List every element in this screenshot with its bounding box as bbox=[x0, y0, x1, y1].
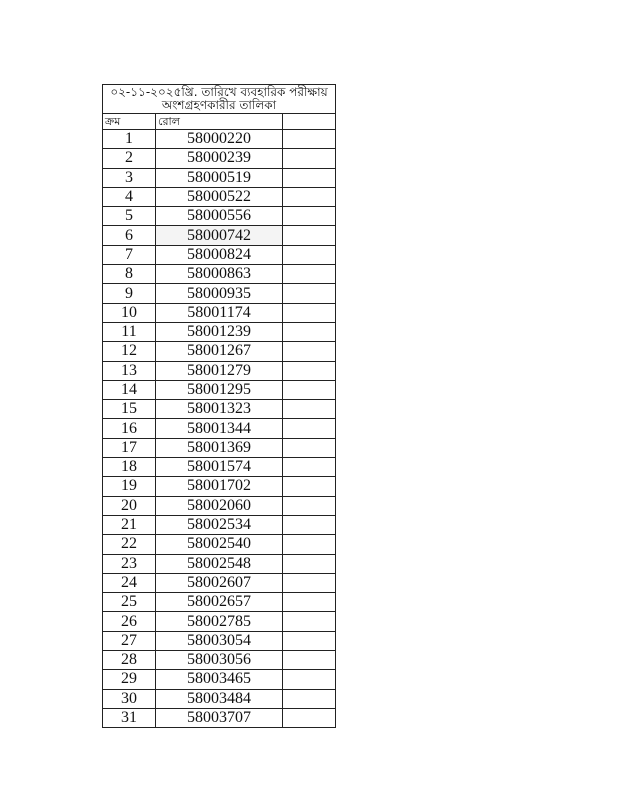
table-row bbox=[103, 535, 336, 554]
roll-cell: 58001323 bbox=[156, 400, 283, 419]
header-roll: রোল bbox=[156, 114, 283, 130]
table-row bbox=[103, 187, 336, 206]
serial-cell: 17 bbox=[103, 438, 156, 457]
roll-cell: 58001344 bbox=[156, 419, 283, 438]
roll-cell: 58002657 bbox=[156, 593, 283, 612]
title-line-1: ০২-১১-২০২৫খ্রি. তারিখে ব্যবহারিক পরীক্ষায় bbox=[110, 85, 328, 99]
blank-cell bbox=[283, 419, 336, 438]
table-row bbox=[103, 265, 336, 284]
serial-cell: 5 bbox=[103, 207, 156, 226]
serial-cell: 9 bbox=[103, 284, 156, 303]
table-row bbox=[103, 438, 336, 457]
roll-cell: 58002607 bbox=[156, 573, 283, 592]
serial-cell: 18 bbox=[103, 458, 156, 477]
blank-cell bbox=[283, 535, 336, 554]
table-row bbox=[103, 419, 336, 438]
blank-cell bbox=[283, 207, 336, 226]
blank-cell bbox=[283, 631, 336, 650]
blank-cell bbox=[283, 168, 336, 187]
table-row bbox=[103, 670, 336, 689]
serial-cell: 12 bbox=[103, 342, 156, 361]
table-row bbox=[103, 380, 336, 399]
roll-cell: 58001267 bbox=[156, 342, 283, 361]
serial-cell: 28 bbox=[103, 651, 156, 670]
header-blank bbox=[283, 114, 336, 130]
serial-cell: 2 bbox=[103, 149, 156, 168]
serial-cell: 26 bbox=[103, 612, 156, 631]
blank-cell bbox=[283, 380, 336, 399]
blank-cell bbox=[283, 284, 336, 303]
serial-cell: 16 bbox=[103, 419, 156, 438]
roll-cell: 58003465 bbox=[156, 670, 283, 689]
roll-cell: 58000239 bbox=[156, 149, 283, 168]
serial-cell: 20 bbox=[103, 496, 156, 515]
blank-cell bbox=[283, 245, 336, 264]
roll-cell: 58002540 bbox=[156, 535, 283, 554]
table-row bbox=[103, 477, 336, 496]
serial-cell: 24 bbox=[103, 573, 156, 592]
serial-cell: 19 bbox=[103, 477, 156, 496]
serial-cell: 15 bbox=[103, 400, 156, 419]
table-row bbox=[103, 496, 336, 515]
blank-cell bbox=[283, 303, 336, 322]
blank-cell bbox=[283, 651, 336, 670]
roll-cell: 58003707 bbox=[156, 708, 283, 727]
serial-cell: 13 bbox=[103, 361, 156, 380]
blank-cell bbox=[283, 477, 336, 496]
roll-cell: 58001239 bbox=[156, 322, 283, 341]
table-row bbox=[103, 342, 336, 361]
serial-cell: 1 bbox=[103, 130, 156, 149]
serial-cell: 31 bbox=[103, 708, 156, 727]
table-row bbox=[103, 651, 336, 670]
blank-cell bbox=[283, 400, 336, 419]
serial-cell: 21 bbox=[103, 515, 156, 534]
table-title bbox=[103, 85, 336, 114]
title-line-2: অংশগ্রহণকারীর তালিকা bbox=[161, 98, 277, 112]
serial-cell: 25 bbox=[103, 593, 156, 612]
blank-cell bbox=[283, 612, 336, 631]
serial-cell: 3 bbox=[103, 168, 156, 187]
table-row bbox=[103, 708, 336, 727]
roll-cell: 58000863 bbox=[156, 265, 283, 284]
table-row bbox=[103, 245, 336, 264]
serial-cell: 27 bbox=[103, 631, 156, 650]
blank-cell bbox=[283, 496, 336, 515]
participants-table bbox=[102, 84, 336, 728]
serial-cell: 30 bbox=[103, 689, 156, 708]
blank-cell bbox=[283, 187, 336, 206]
roll-cell: 58000742 bbox=[156, 226, 283, 245]
serial-cell: 4 bbox=[103, 187, 156, 206]
blank-cell bbox=[283, 689, 336, 708]
roll-cell: 58001174 bbox=[156, 303, 283, 322]
table-row bbox=[103, 573, 336, 592]
header-serial: ক্রম bbox=[103, 114, 156, 130]
table-row bbox=[103, 631, 336, 650]
blank-cell bbox=[283, 226, 336, 245]
serial-cell: 29 bbox=[103, 670, 156, 689]
table-row bbox=[103, 361, 336, 380]
roll-cell: 58002060 bbox=[156, 496, 283, 515]
table-row bbox=[103, 207, 336, 226]
roll-cell: 58001295 bbox=[156, 380, 283, 399]
roll-cell: 58001702 bbox=[156, 477, 283, 496]
blank-cell bbox=[283, 593, 336, 612]
blank-cell bbox=[283, 670, 336, 689]
blank-cell bbox=[283, 708, 336, 727]
table-row bbox=[103, 554, 336, 573]
roll-cell: 58000935 bbox=[156, 284, 283, 303]
serial-cell: 14 bbox=[103, 380, 156, 399]
roll-cell: 58000824 bbox=[156, 245, 283, 264]
blank-cell bbox=[283, 573, 336, 592]
table-row bbox=[103, 593, 336, 612]
blank-cell bbox=[283, 515, 336, 534]
roll-cell: 58000522 bbox=[156, 187, 283, 206]
blank-cell bbox=[283, 322, 336, 341]
roll-cell: 58001574 bbox=[156, 458, 283, 477]
table-row bbox=[103, 130, 336, 149]
roll-cell: 58000556 bbox=[156, 207, 283, 226]
table-row bbox=[103, 612, 336, 631]
serial-cell: 6 bbox=[103, 226, 156, 245]
blank-cell bbox=[283, 149, 336, 168]
table-row bbox=[103, 149, 336, 168]
blank-cell bbox=[283, 458, 336, 477]
roll-cell: 58001279 bbox=[156, 361, 283, 380]
roll-cell: 58002534 bbox=[156, 515, 283, 534]
blank-cell bbox=[283, 265, 336, 284]
blank-cell bbox=[283, 438, 336, 457]
table-row bbox=[103, 284, 336, 303]
roll-cell: 58003484 bbox=[156, 689, 283, 708]
blank-cell bbox=[283, 361, 336, 380]
roll-cell: 58002785 bbox=[156, 612, 283, 631]
table-row bbox=[103, 400, 336, 419]
table-row bbox=[103, 226, 336, 245]
table-row bbox=[103, 322, 336, 341]
table-row bbox=[103, 689, 336, 708]
table-row bbox=[103, 458, 336, 477]
serial-cell: 8 bbox=[103, 265, 156, 284]
roll-cell: 58003056 bbox=[156, 651, 283, 670]
table-row bbox=[103, 303, 336, 322]
roll-cell: 58000519 bbox=[156, 168, 283, 187]
roll-cell: 58000220 bbox=[156, 130, 283, 149]
roll-cell: 58001369 bbox=[156, 438, 283, 457]
roll-cell: 58002548 bbox=[156, 554, 283, 573]
header-row bbox=[103, 114, 336, 130]
serial-cell: 7 bbox=[103, 245, 156, 264]
blank-cell bbox=[283, 554, 336, 573]
table-row bbox=[103, 515, 336, 534]
blank-cell bbox=[283, 130, 336, 149]
serial-cell: 10 bbox=[103, 303, 156, 322]
roll-cell: 58003054 bbox=[156, 631, 283, 650]
blank-cell bbox=[283, 342, 336, 361]
serial-cell: 23 bbox=[103, 554, 156, 573]
table-row bbox=[103, 168, 336, 187]
serial-cell: 11 bbox=[103, 322, 156, 341]
serial-cell: 22 bbox=[103, 535, 156, 554]
